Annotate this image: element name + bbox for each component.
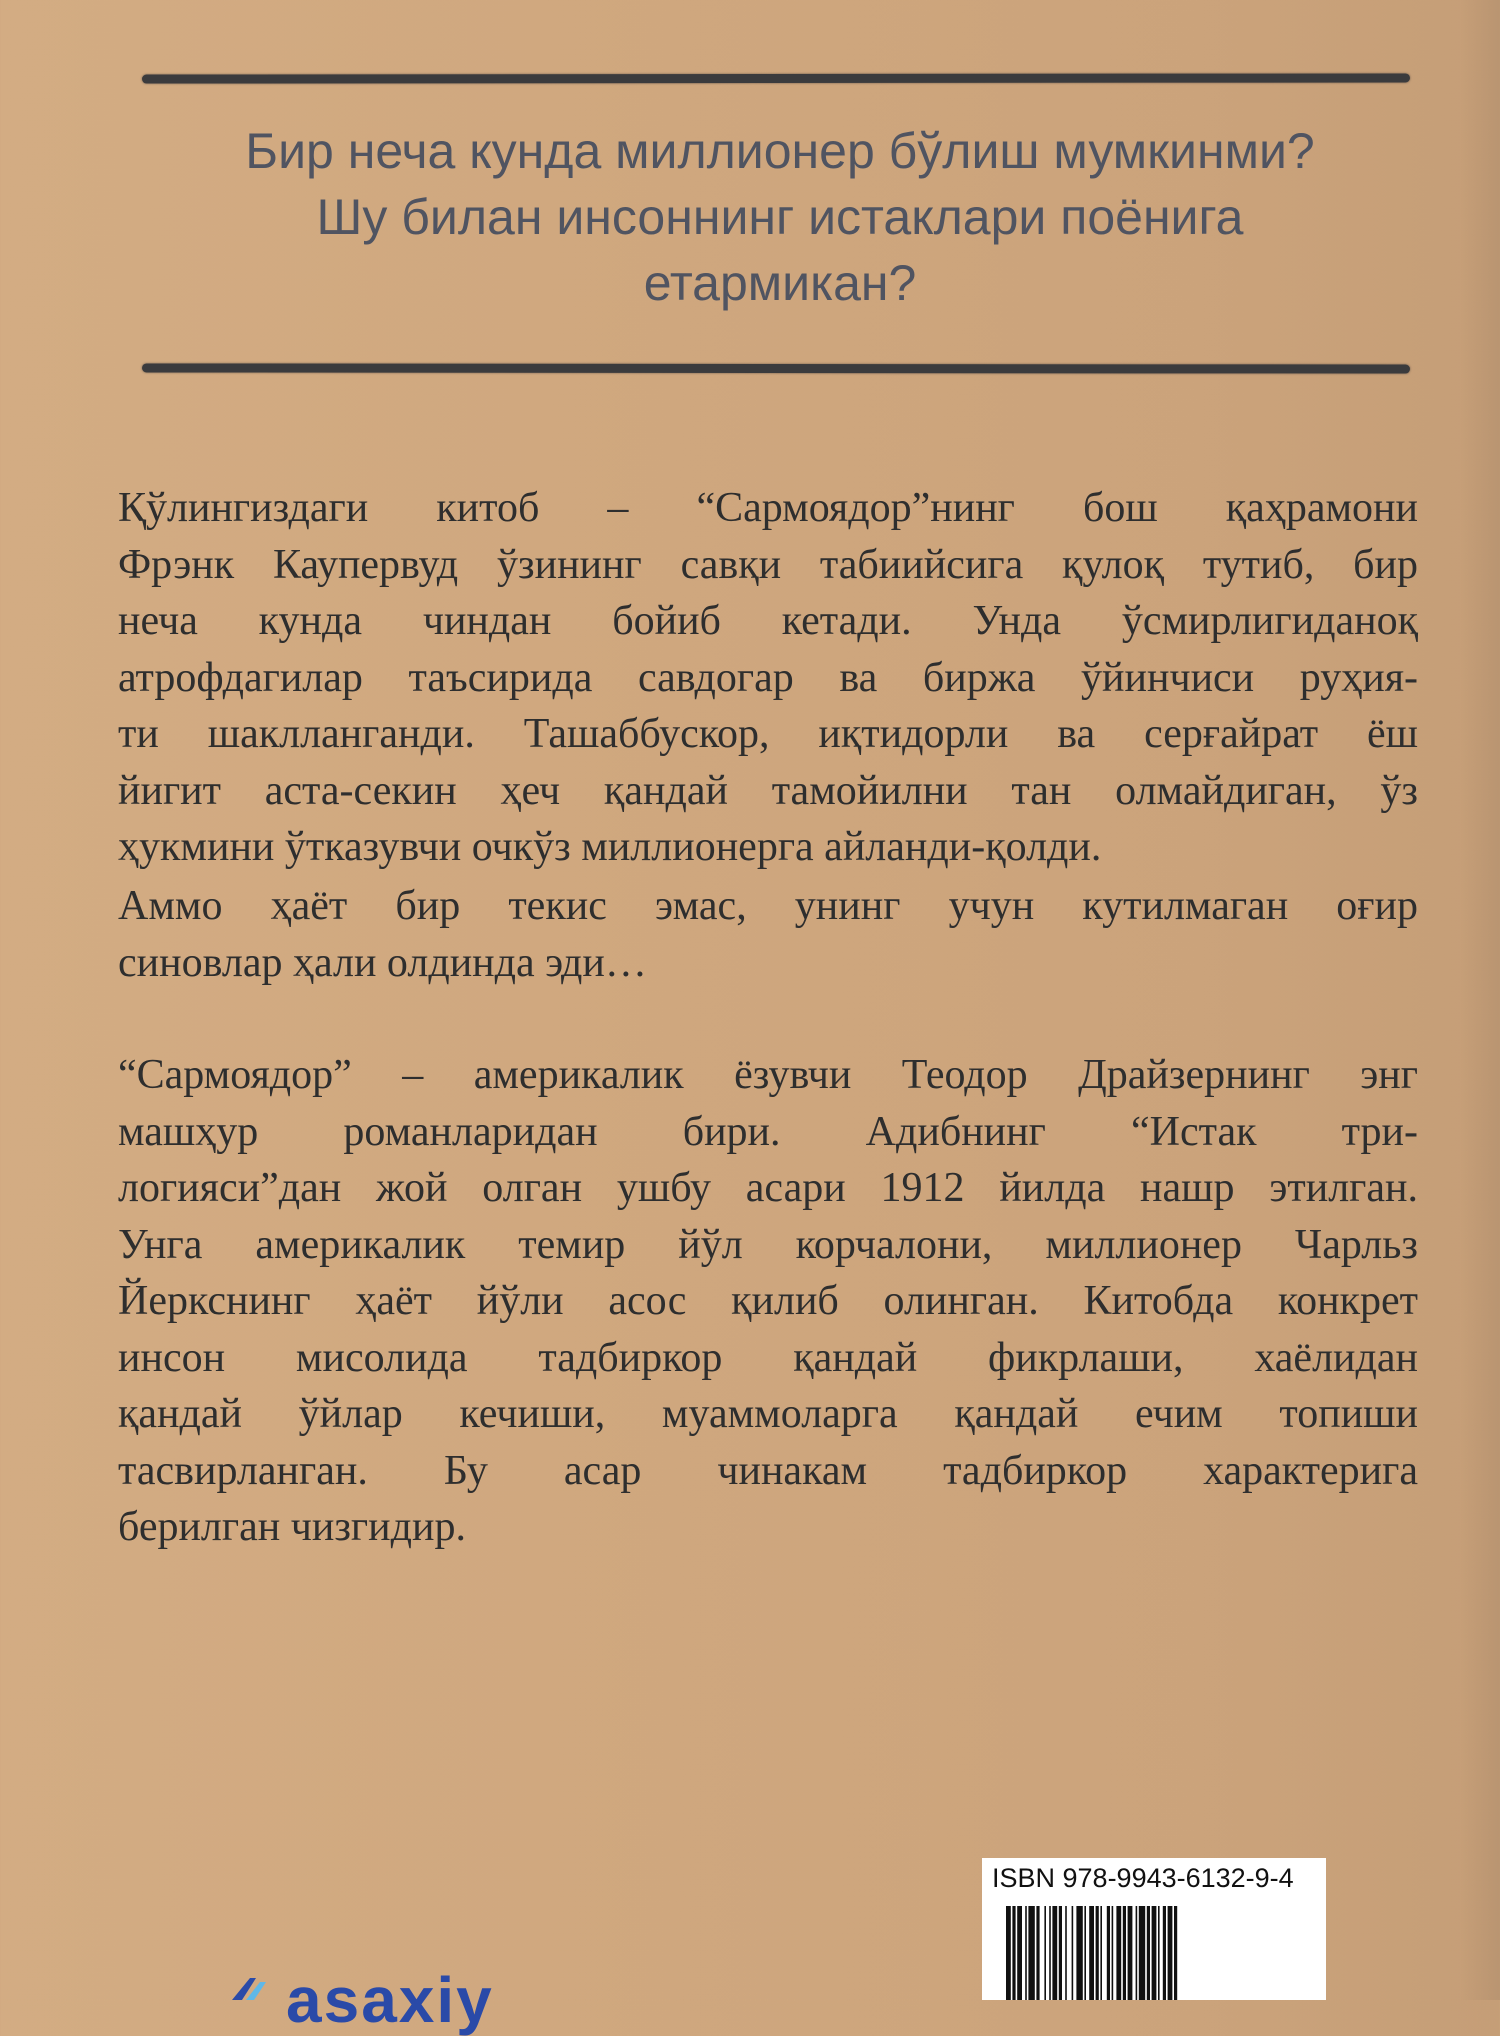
text-line: Қўлингиздаги китоб – “Сармоядор”нинг бош қаҳрамони: [118, 485, 1418, 531]
text-line: ти шаклланганди. Ташаббускор, иқтидорли ва серғайрат ёш: [118, 711, 1418, 757]
text-line: логияси”дан жой олган ушбу асари 1912 йилда нашр этилган.: [118, 1165, 1418, 1211]
text-line: “Сармоядор” – америкалик ёзувчи Теодор Драйзернинг энг: [118, 1052, 1418, 1098]
text-line: неча кунда чиндан бойиб кетади. Унда ўсмирлигиданоқ: [118, 598, 1418, 644]
text-line: тасвирланган. Бу асар чинакам тадбиркор характерига: [118, 1447, 1418, 1494]
text-line: синовлар ҳали олдинда эди…: [118, 939, 647, 986]
cover-edge-shadow: [1460, 0, 1500, 2000]
text-line: ҳукмини ўтказувчи очкўз миллионерга айланди-қолди.: [118, 824, 1102, 870]
publisher-logo: [232, 1964, 494, 2036]
tagline-line: етармикан?: [643, 255, 917, 311]
text-line: йигит аста-секин ҳеч қандай тамойилни тан олмайдиган, ўз: [118, 767, 1418, 814]
text-line: Йеркснинг ҳаёт йўли асос қилиб олинган. Китобда конкрет: [118, 1278, 1418, 1324]
text-line: Аммо ҳаёт бир текис эмас, унинг учун кутилмаган оғир: [118, 883, 1418, 929]
text-line: атрофдагилар таъсирида савдогар ва биржа ўйинчиси руҳия-: [118, 654, 1418, 701]
tagline: [110, 118, 1450, 316]
barcode: [1006, 1906, 1302, 2000]
text-line: машҳур романларидан бири. Адибнинг “Истак три-: [118, 1108, 1418, 1155]
text-line: Унга америкалик темир йўл корчалони, миллионер Чарльз: [118, 1221, 1418, 1268]
blurb-paragraph-1: [118, 480, 1418, 876]
blurb-paragraph-3: [118, 1047, 1418, 1556]
publisher-logo-text: asaxiy: [286, 1964, 494, 2036]
blurb-paragraph-2: [118, 878, 1418, 991]
text-line: Фрэнк Каупервуд ўзининг савқи табиийсига қулоқ тутиб, бир: [118, 541, 1418, 588]
text-line: инсон мисолида тадбиркор қандай фикрлаши, хаёлидан: [118, 1334, 1418, 1381]
isbn-number: ISBN 978-9943-6132-9-4: [992, 1863, 1294, 1893]
tagline-line: Шу билан инсоннинг истаклари поёнига: [316, 189, 1244, 245]
tagline-line: Бир неча кунда миллионер бўлиш мумкинми?: [245, 123, 1315, 179]
top-divider: [142, 73, 1410, 83]
text-line: берилган чизгидир.: [118, 1504, 466, 1550]
text-line: қандай ўйлар кечиши, муаммоларга қандай ечим топиши: [118, 1391, 1418, 1437]
bottom-divider: [142, 363, 1410, 373]
isbn-barcode-label: [982, 1858, 1326, 2000]
